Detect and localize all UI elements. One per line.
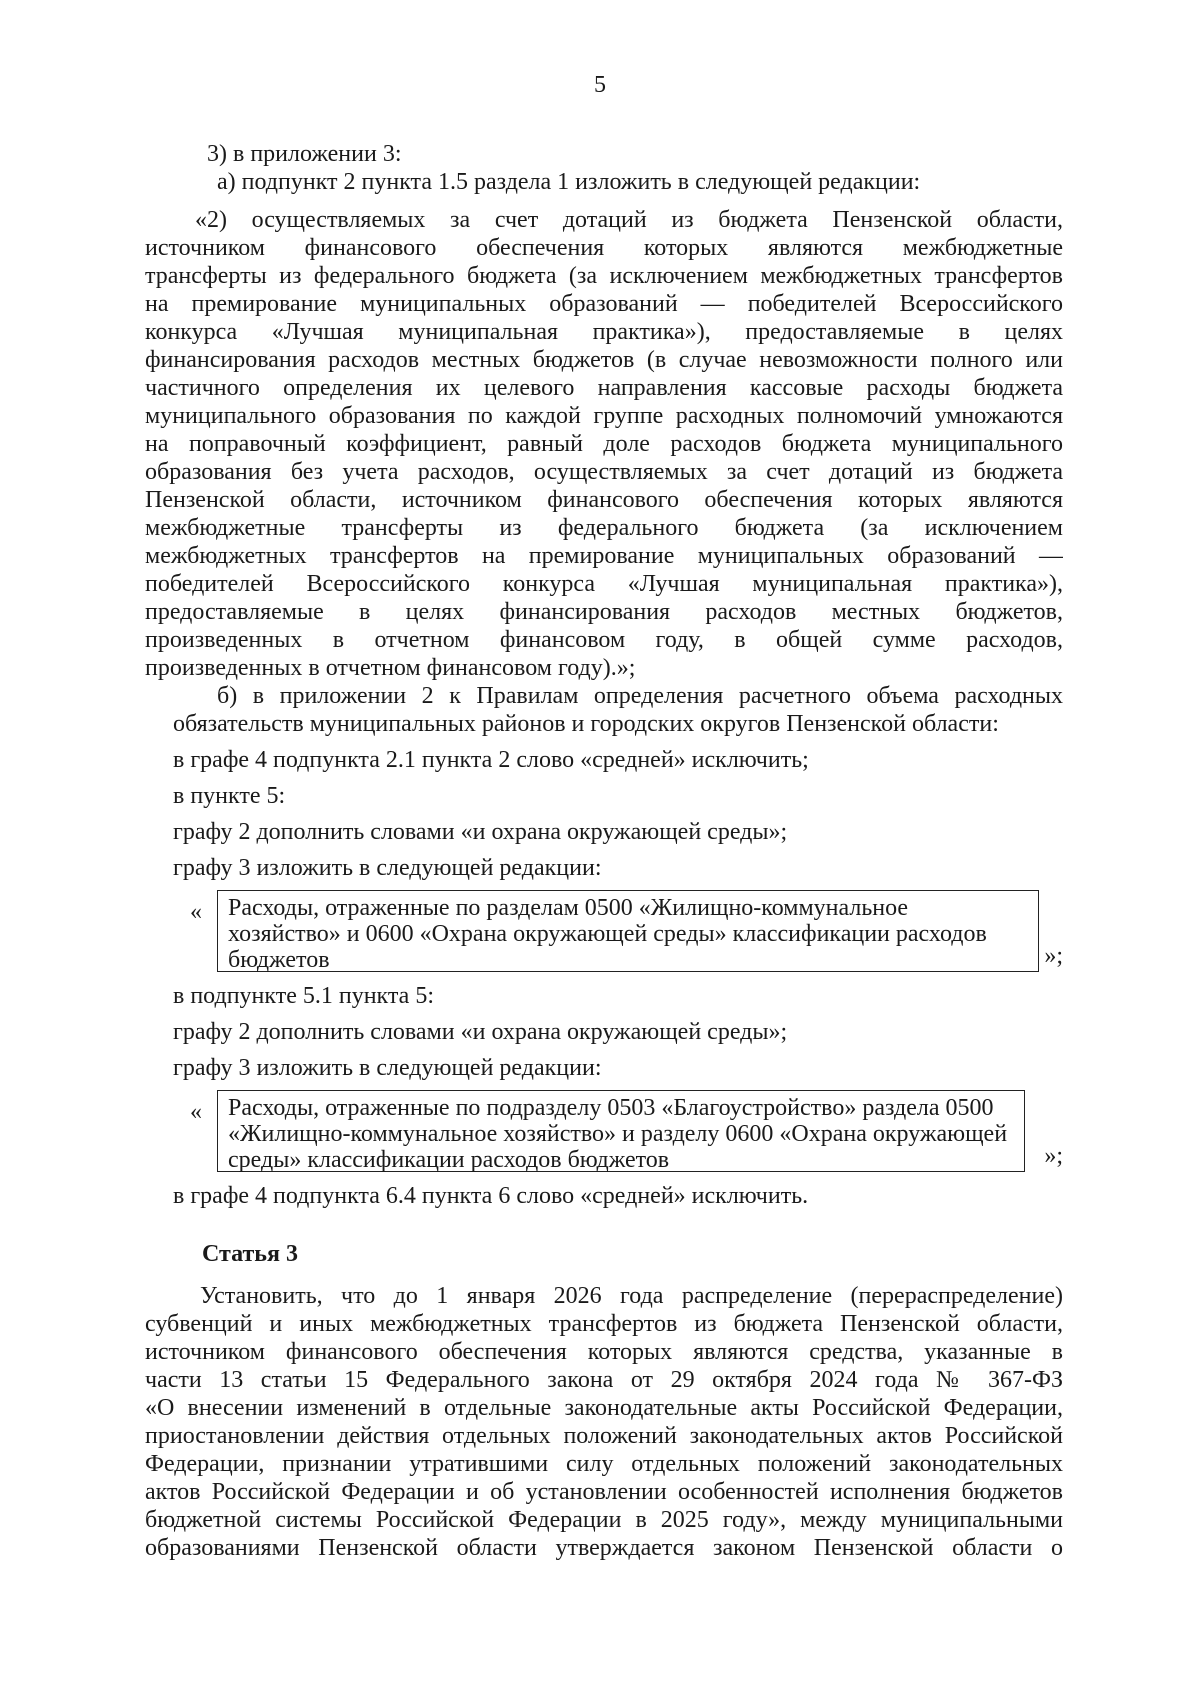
quote-line: источником финансового обеспечения которых являются межбюджетные [145, 235, 1063, 261]
paragraph-podpunkt51: в подпункте 5.1 пункта 5: [173, 983, 434, 1009]
closing-quote: »; [1044, 1143, 1063, 1169]
box-line: бюджетов [228, 947, 330, 973]
article3-paragraph [145, 1282, 1063, 1562]
paragraph-punkt5: в пункте 5: [173, 783, 286, 809]
quote-line: на премирование муниципальных образований — победителей Всероссийского [145, 291, 1063, 317]
quote-line: произведенных в отчетном финансовом году).»; [145, 655, 636, 681]
article-heading: Статья 3 [202, 1241, 298, 1267]
quote-line: образования без учета расходов, осуществляемых за счет дотаций из бюджета [145, 459, 1063, 485]
table-cell-box [217, 890, 1039, 972]
paragraph-grafa4-first: в графе 4 подпункта 2.1 пункта 2 слово «средней» исключить; [173, 747, 809, 773]
quote-line: муниципального образования по каждой группе расходных полномочий умножаются [145, 403, 1063, 429]
article3-line: субвенций и иных межбюджетных трансфертов из бюджета Пензенской области, [145, 1311, 1063, 1337]
article3-line: Установить, что до 1 января 2026 года распределение (перераспределение) [200, 1283, 1063, 1309]
quote-line: финансирования расходов местных бюджетов (в случае невозможности полного или [145, 347, 1063, 373]
article3-line: приостановлении действия отдельных положений законодательных актов Российской [145, 1423, 1063, 1449]
article3-line: образованиями Пензенской области утверждается законом Пензенской области о [145, 1535, 1063, 1561]
quote-line: трансферты из федерального бюджета (за исключением межбюджетных трансфертов [145, 263, 1063, 289]
article3-line: бюджетной системы Российской Федерации в 2025 году», между муниципальными [145, 1507, 1063, 1533]
article3-line: Федерации, признании утратившими силу отдельных положений законодательных [145, 1451, 1063, 1477]
quote-line: межбюджетных трансфертов на премирование муниципальных образований — [145, 543, 1063, 569]
article3-line: части 13 статьи 15 Федерального закона от 29 октября 2024 года № 367-ФЗ [145, 1367, 1063, 1393]
paragraph-grafa3-first: графу 3 изложить в следующей редакции: [173, 855, 602, 881]
item3-sub-b-line: обязательств муниципальных районов и городских округов Пензенской области: [173, 711, 999, 737]
opening-quote: « [190, 1099, 202, 1125]
document-body [145, 140, 1063, 1562]
quote-line: частичного определения их целевого направления кассовые расходы бюджета [145, 375, 1063, 401]
table-cell-row-second [145, 1090, 1063, 1174]
quote-line: на поправочный коэффициент, равный доле расходов бюджета муниципального [145, 431, 1063, 457]
paragraph-grafa2-second: графу 2 дополнить словами «и охрана окружающей среды»; [173, 1019, 788, 1045]
item3-sub-b-line: б) в приложении 2 к Правилам определения расчетного объема расходных [217, 683, 1063, 709]
article3-line: актов Российской Федерации и об установлении особенностей исполнения бюджетов [145, 1479, 1063, 1505]
box-line: «Жилищно-коммунальное хозяйство» и разделу 0600 «Охрана окружающей [228, 1121, 1008, 1147]
box-line: Расходы, отраженные по подразделу 0503 «Благоустройство» раздела 0500 [228, 1095, 994, 1121]
paragraph-grafa2-first: графу 2 дополнить словами «и охрана окружающей среды»; [173, 819, 788, 845]
quote-line: Пензенской области, источником финансового обеспечения которых являются [145, 487, 1063, 513]
item3-header: 3) в приложении 3: [207, 141, 402, 167]
item3-sub-a: а) подпункт 2 пункта 1.5 раздела 1 изложить в следующей редакции: [217, 169, 921, 195]
quote-line: предоставляемые в целях финансирования расходов местных бюджетов, [145, 599, 1063, 625]
quote-line: произведенных в отчетном финансовом году, в общей сумме расходов, [145, 627, 1063, 653]
quote-line: межбюджетные трансферты из федерального бюджета (за исключением [145, 515, 1063, 541]
quoted-amendment [145, 206, 1063, 682]
table-cell-box [217, 1090, 1025, 1172]
opening-quote: « [190, 899, 202, 925]
paragraph-grafa3-second: графу 3 изложить в следующей редакции: [173, 1055, 602, 1081]
quote-line: победителей Всероссийского конкурса «Лучшая муниципальная практика»), [145, 571, 1063, 597]
page-number: 5 [594, 72, 606, 98]
box-line: Расходы, отраженные по разделам 0500 «Жилищно-коммунальное [228, 895, 909, 921]
article3-line: источником финансового обеспечения которых являются средства, указанные в [145, 1339, 1063, 1365]
quote-line: конкурса «Лучшая муниципальная практика»), предоставляемые в целях [145, 319, 1063, 345]
paragraph-grafa4-second: в графе 4 подпункта 6.4 пункта 6 слово «средней» исключить. [173, 1183, 809, 1209]
closing-quote: »; [1044, 943, 1063, 969]
box-line: среды» классификации расходов бюджетов [228, 1147, 670, 1173]
quote-line: «2) осуществляемых за счет дотаций из бюджета Пензенской области, [195, 207, 1063, 233]
box-line: хозяйство» и 0600 «Охрана окружающей среды» классификации расходов [228, 921, 987, 947]
article3-line: «О внесении изменений в отдельные законодательные акты Российской Федерации, [145, 1395, 1063, 1421]
table-cell-row-first [145, 890, 1063, 974]
